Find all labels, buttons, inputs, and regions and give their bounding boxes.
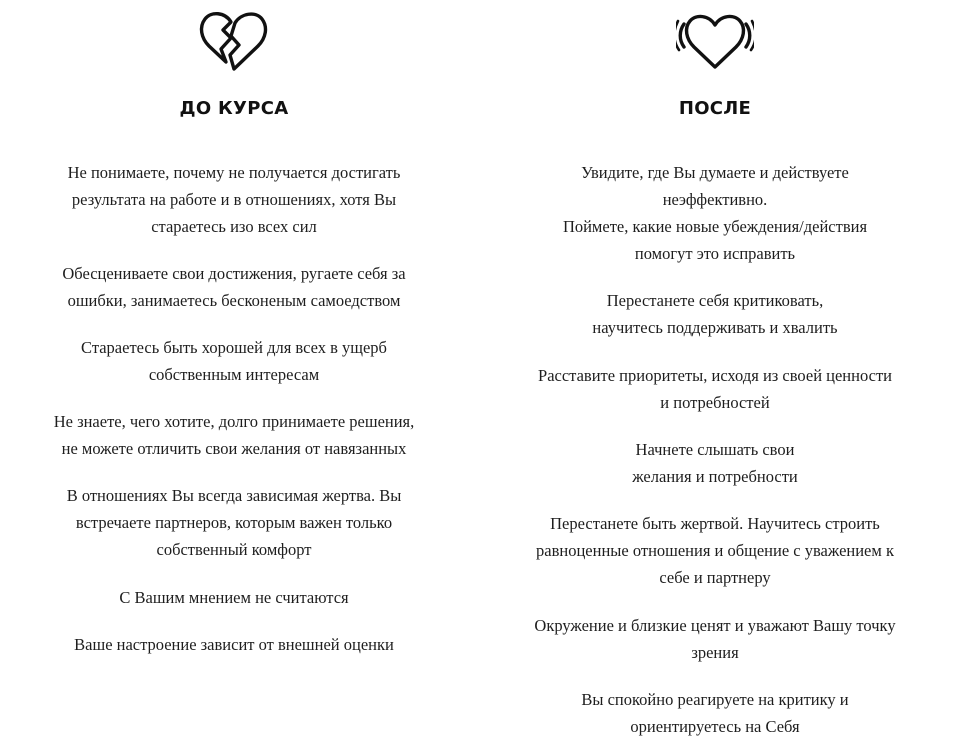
before-item-1: Не понимаете, почему не получается достигать результата на работе и в отношениях, хотя Вы стараетесь изо всех сил xyxy=(67,163,401,236)
before-item-2: Обесцениваете свои достижения, ругаете себя за ошибки, занимаетесь бесконеным самоедством xyxy=(62,264,406,310)
after-item-2: Перестанете себя критиковать, научитесь поддерживать и хвалить xyxy=(592,291,838,337)
before-item-3: Стараетесь быть хорошей для всех в ущерб собственным интересам xyxy=(81,338,387,384)
before-item-6: С Вашим мнением не считаются xyxy=(119,588,349,607)
after-item-1: Увидите, где Вы думаете и действуете неэффективно. Поймете, какие новые убеждения/действия помогут это исправить xyxy=(562,163,868,263)
after-item-4: Начнете слышать свои желания и потребности xyxy=(632,440,798,486)
after-item-3: Расставите приоритеты, исходя из своей ценности и потребностей xyxy=(538,366,892,412)
after-item-6: Окружение и близкие ценят и уважают Вашу точку зрения xyxy=(534,616,896,662)
broken-heart-icon xyxy=(24,10,444,76)
before-item-4: Не знаете, чего хотите, долго принимаете решения, не можете отличить свои желания от навязанных xyxy=(53,412,415,458)
before-heading: ДО КУРСА xyxy=(179,98,289,119)
beating-heart-icon xyxy=(505,10,925,76)
before-item-7: Ваше настроение зависит от внешней оценки xyxy=(74,635,394,654)
before-item-5: В отношениях Вы всегда зависимая жертва. Вы встречаете партнеров, которым важен только собственный комфорт xyxy=(66,486,402,559)
after-heading: ПОСЛЕ xyxy=(678,98,752,119)
after-item-5: Перестанете быть жертвой. Научитесь строить равноценные отношения и общение с уважением к себе и партнеру xyxy=(536,514,894,587)
after-item-7: Вы спокойно реагируете на критику и ориентируетесь на Себя xyxy=(581,690,849,736)
